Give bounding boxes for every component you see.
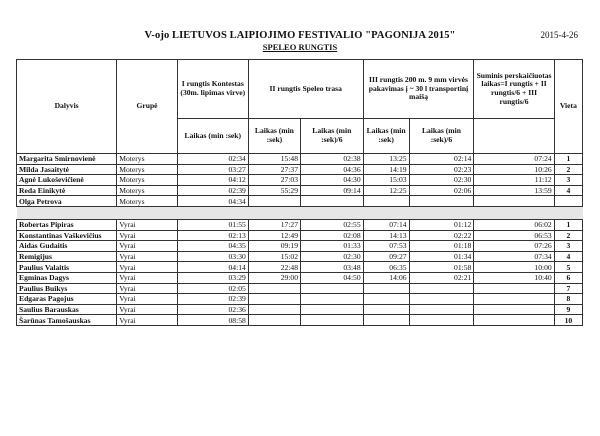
r3-time: 14:13: [363, 230, 409, 241]
total-time: 11:12: [474, 175, 554, 186]
r3-time-div6: 02:06: [409, 185, 474, 196]
place-cell: 6: [554, 272, 582, 283]
place-cell: [554, 196, 582, 207]
r1-time: 02:34: [177, 154, 248, 165]
r3-time-div6: 02:14: [409, 154, 474, 165]
separator-cell: [177, 206, 248, 219]
group-cell: Vyrai: [117, 304, 178, 315]
group-cell: Moterys: [117, 175, 178, 186]
place-cell: 9: [554, 304, 582, 315]
header-vieta: Vieta: [554, 60, 582, 154]
group-cell: Moterys: [117, 164, 178, 175]
document-title: V-ojo LIETUVOS LAIPIOJIMO FESTIVALIO "PAGONIJA 2015": [144, 30, 456, 41]
r1-time: 02:39: [177, 294, 248, 305]
r1-time: 01:55: [177, 219, 248, 230]
document-date: 2015-4-26: [540, 30, 578, 40]
place-cell: 4: [554, 251, 582, 262]
header-r1-laikas: Laikas (min :sek): [177, 119, 248, 154]
participant-name: Paulius Valaitis: [17, 262, 117, 273]
total-time: [474, 196, 554, 207]
participant-name: Remigijus: [17, 251, 117, 262]
total-time: 10:00: [474, 262, 554, 273]
r1-time: 04:14: [177, 262, 248, 273]
participant-name: Robertas Pipiras: [17, 219, 117, 230]
r3-time: 14:19: [363, 164, 409, 175]
header-suminis-empty: [474, 119, 554, 154]
r2-time-div6: 09:14: [301, 185, 364, 196]
r2-time-div6: 02:55: [301, 219, 364, 230]
header-rungtis-1: I rungtis Kontestas (30m. lipimas virve): [177, 60, 248, 119]
participant-name: Olga Petrova: [17, 196, 117, 207]
total-time: 10:26: [474, 164, 554, 175]
group-cell: Vyrai: [117, 315, 178, 326]
header-r3-laikas6: Laikas (min :sek)/6: [409, 119, 474, 154]
separator-cell: [248, 206, 300, 219]
participant-name: Saulius Barauskas: [17, 304, 117, 315]
total-time: 07:26: [474, 241, 554, 252]
group-cell: Moterys: [117, 196, 178, 207]
r3-time: 12:25: [363, 185, 409, 196]
participant-name: Margarita Smirnovienė: [17, 154, 117, 165]
group-cell: Moterys: [117, 185, 178, 196]
place-cell: 7: [554, 283, 582, 294]
total-time: 06:02: [474, 219, 554, 230]
r3-time-div6: [409, 304, 474, 315]
place-cell: 3: [554, 241, 582, 252]
r2-time: [248, 196, 300, 207]
r2-time-div6: [301, 304, 364, 315]
group-cell: Vyrai: [117, 251, 178, 262]
header-r2-laikas6: Laikas (min :sek)/6: [301, 119, 364, 154]
separator-cell: [554, 206, 582, 219]
place-cell: 10: [554, 315, 582, 326]
r3-time-div6: 01:18: [409, 241, 474, 252]
table-row: [17, 175, 583, 186]
r2-time-div6: 02:30: [301, 251, 364, 262]
table-row: [17, 283, 583, 294]
total-time: [474, 294, 554, 305]
group-cell: Vyrai: [117, 219, 178, 230]
r3-time-div6: 01:12: [409, 219, 474, 230]
place-cell: 2: [554, 230, 582, 241]
total-time: 07:34: [474, 251, 554, 262]
table-row: [17, 272, 583, 283]
r2-time: 12:49: [248, 230, 300, 241]
header-rungtis-2: II rungtis Speleo trasa: [248, 60, 363, 119]
place-cell: 3: [554, 175, 582, 186]
table-row: [17, 262, 583, 273]
r1-time: 02:39: [177, 185, 248, 196]
r3-time: 07:14: [363, 219, 409, 230]
r1-time: 03:27: [177, 164, 248, 175]
r3-time: [363, 315, 409, 326]
total-time: 13:59: [474, 185, 554, 196]
r1-time: 02:36: [177, 304, 248, 315]
separator-cell: [474, 206, 554, 219]
group-cell: Vyrai: [117, 283, 178, 294]
participant-name: Edgaras Pagojus: [17, 294, 117, 305]
table-row: [17, 315, 583, 326]
total-time: [474, 304, 554, 315]
results-table: [16, 59, 583, 326]
table-row: [17, 230, 583, 241]
r3-time: 14:06: [363, 272, 409, 283]
section-separator: [17, 206, 583, 219]
place-cell: 2: [554, 164, 582, 175]
header-r2-laikas: Laikas (min :sek): [248, 119, 300, 154]
r2-time-div6: 01:33: [301, 241, 364, 252]
r1-time: 02:05: [177, 283, 248, 294]
r3-time-div6: [409, 283, 474, 294]
r2-time: [248, 283, 300, 294]
group-cell: Vyrai: [117, 272, 178, 283]
r2-time-div6: 04:36: [301, 164, 364, 175]
r2-time: 15:02: [248, 251, 300, 262]
r1-time: 08:58: [177, 315, 248, 326]
participant-name: Agnė Lukoševičienė: [17, 175, 117, 186]
r2-time: 27:03: [248, 175, 300, 186]
r3-time-div6: 02:22: [409, 230, 474, 241]
separator-cell: [17, 206, 117, 219]
table-row: [17, 164, 583, 175]
place-cell: 8: [554, 294, 582, 305]
r2-time: [248, 304, 300, 315]
r3-time: [363, 283, 409, 294]
r3-time-div6: 02:21: [409, 272, 474, 283]
header-grupe: Grupė: [117, 60, 178, 154]
separator-cell: [409, 206, 474, 219]
participant-name: Milda Jasaitytė: [17, 164, 117, 175]
r3-time: 07:53: [363, 241, 409, 252]
header-row-top: [17, 60, 583, 119]
r2-time: 15:48: [248, 154, 300, 165]
table-row: [17, 294, 583, 305]
r3-time: [363, 294, 409, 305]
r2-time: [248, 294, 300, 305]
r3-time-div6: 02:23: [409, 164, 474, 175]
document-subtitle: SPELEO RUNGTIS: [262, 42, 338, 52]
r2-time: 09:19: [248, 241, 300, 252]
participant-name: Šarūnas Tamošauskas: [17, 315, 117, 326]
participant-name: Konstantinas Vaškevičius: [17, 230, 117, 241]
table-row: [17, 241, 583, 252]
header-rungtis-3: III rungtis 200 m. 9 mm virvės pakavimas į ~ 30 l transportinį maišą: [363, 60, 474, 119]
r1-time: 04:34: [177, 196, 248, 207]
r2-time-div6: [301, 294, 364, 305]
r3-time-div6: [409, 315, 474, 326]
r3-time: [363, 196, 409, 207]
r1-time: 02:13: [177, 230, 248, 241]
total-time: [474, 283, 554, 294]
r2-time-div6: [301, 315, 364, 326]
r2-time: 29:00: [248, 272, 300, 283]
r3-time-div6: [409, 294, 474, 305]
r3-time: 15:03: [363, 175, 409, 186]
table-row: [17, 154, 583, 165]
total-time: 10:40: [474, 272, 554, 283]
r2-time-div6: [301, 196, 364, 207]
r3-time-div6: 01:58: [409, 262, 474, 273]
r3-time: 09:27: [363, 251, 409, 262]
place-cell: 1: [554, 154, 582, 165]
participant-name: Reda Einikytė: [17, 185, 117, 196]
r1-time: 04:35: [177, 241, 248, 252]
r2-time: 27:37: [248, 164, 300, 175]
r3-time-div6: 02:30: [409, 175, 474, 186]
r2-time: [248, 315, 300, 326]
r3-time: [363, 304, 409, 315]
place-cell: 1: [554, 219, 582, 230]
r2-time-div6: 04:50: [301, 272, 364, 283]
r3-time-div6: [409, 196, 474, 207]
separator-cell: [301, 206, 364, 219]
r2-time-div6: 04:30: [301, 175, 364, 186]
total-time: 07:24: [474, 154, 554, 165]
r1-time: 03:30: [177, 251, 248, 262]
participant-name: Paulius Buikys: [17, 283, 117, 294]
table-row: [17, 219, 583, 230]
place-cell: 5: [554, 262, 582, 273]
r3-time: 06:35: [363, 262, 409, 273]
total-time: [474, 315, 554, 326]
group-cell: Vyrai: [117, 241, 178, 252]
r3-time: 13:25: [363, 154, 409, 165]
header-r3-laikas: Laikas (min :sek): [363, 119, 409, 154]
total-time: 06:53: [474, 230, 554, 241]
r2-time-div6: 02:08: [301, 230, 364, 241]
r2-time: 17:27: [248, 219, 300, 230]
table-row: [17, 304, 583, 315]
place-cell: 4: [554, 185, 582, 196]
separator-cell: [363, 206, 409, 219]
r2-time: 55:29: [248, 185, 300, 196]
r2-time-div6: 02:38: [301, 154, 364, 165]
header-suminis: Suminis perskaičiuotas laikas=I rungtis + II rungtis/6 + III rungtis/6: [474, 60, 554, 119]
header-dalyvis: Dalyvis: [17, 60, 117, 154]
r1-time: 04:12: [177, 175, 248, 186]
table-row: [17, 196, 583, 207]
group-cell: Vyrai: [117, 262, 178, 273]
table-row: [17, 185, 583, 196]
group-cell: Moterys: [117, 154, 178, 165]
results-body: [17, 154, 583, 326]
r2-time-div6: 03:48: [301, 262, 364, 273]
participant-name: Aidas Gudaitis: [17, 241, 117, 252]
participant-name: Egminas Dagys: [17, 272, 117, 283]
r3-time-div6: 01:34: [409, 251, 474, 262]
table-row: [17, 251, 583, 262]
r1-time: 03:29: [177, 272, 248, 283]
separator-cell: [117, 206, 178, 219]
r2-time-div6: [301, 283, 364, 294]
group-cell: Vyrai: [117, 230, 178, 241]
r2-time: 22:48: [248, 262, 300, 273]
group-cell: Vyrai: [117, 294, 178, 305]
